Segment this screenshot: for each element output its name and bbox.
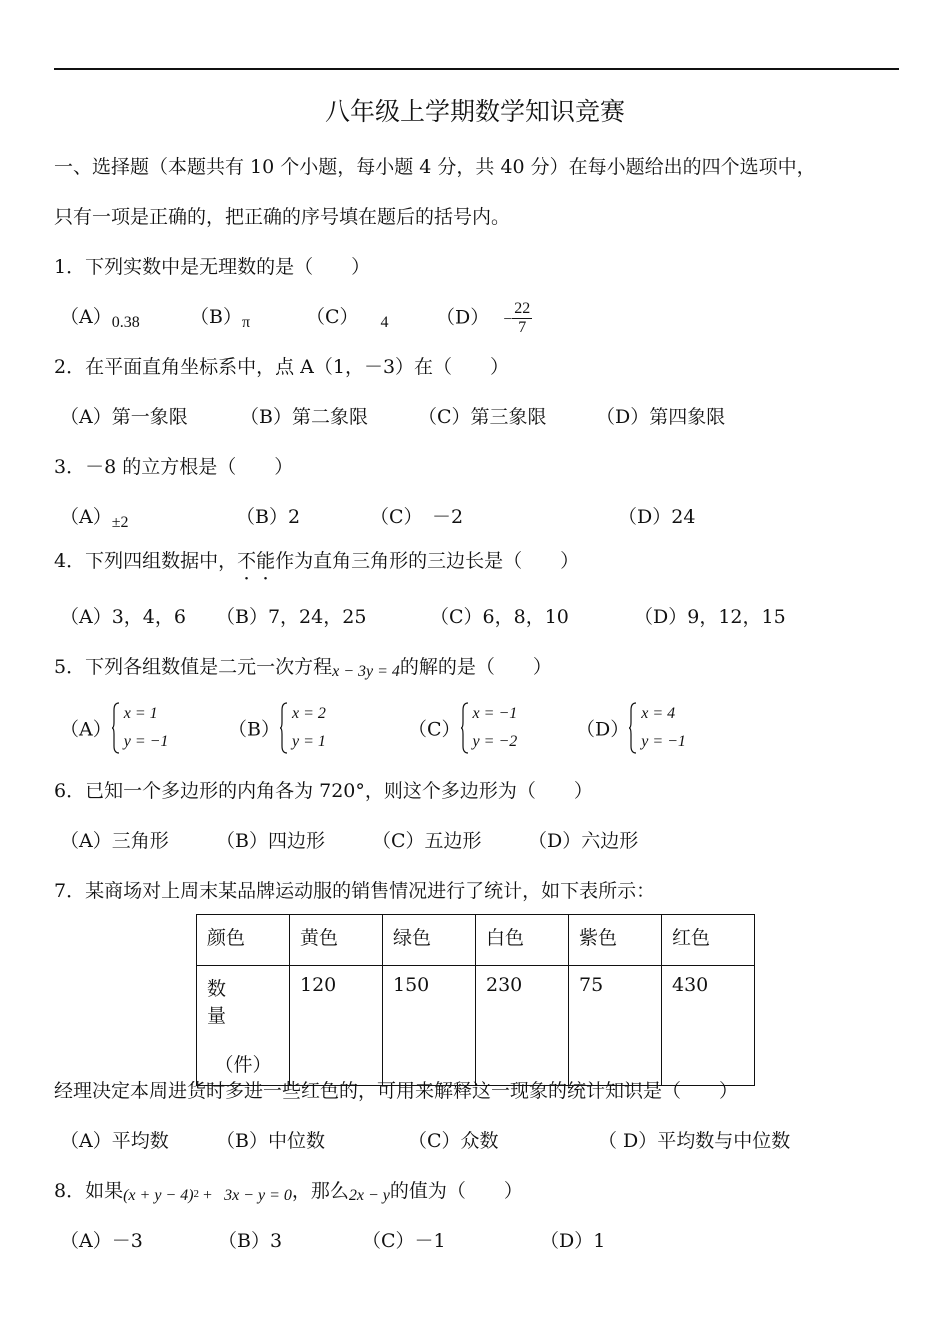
table-cell: 230 bbox=[476, 966, 569, 1086]
option-label: （B） bbox=[228, 718, 280, 741]
question-3-option-d: （D）24 bbox=[618, 506, 696, 528]
emphasis-text: 不 bbox=[237, 550, 257, 572]
question-7-followup: 经理决定本周进货时多进一些红色的，可用来解释这一现象的统计知识是（ ） bbox=[54, 1080, 739, 1102]
question-2-stem: 2．在平面直角坐标系中，点 A（1，－3）在（ ） bbox=[54, 356, 510, 378]
table-header-cell: 红色 bbox=[662, 915, 755, 966]
question-4-option-a: （A）3，4，6 bbox=[60, 606, 186, 628]
question-2-option-d: （D）第四象限 bbox=[596, 406, 726, 428]
option-label: （B） bbox=[190, 306, 242, 328]
brace-icon bbox=[280, 702, 288, 754]
stem-text: 8．如果 bbox=[54, 1180, 124, 1202]
table-header-cell: 紫色 bbox=[569, 915, 662, 966]
system-row: y = −1 bbox=[123, 733, 169, 750]
equation-system bbox=[112, 700, 169, 756]
option-label: （A） bbox=[60, 506, 112, 528]
option-value: 4 bbox=[380, 314, 389, 331]
fraction-denominator: 7 bbox=[518, 319, 527, 336]
system-row: x = 1 bbox=[123, 705, 158, 722]
question-7-stem: 7．某商场对上周末某品牌运动服的销售情况进行了统计，如下表所示： bbox=[54, 880, 656, 902]
question-8-option-c: （C）－1 bbox=[362, 1230, 446, 1252]
option-label: （D） bbox=[576, 718, 630, 741]
option-value: ±2 bbox=[111, 514, 129, 531]
brace-icon bbox=[112, 702, 120, 754]
question-7-option-b: （B）中位数 bbox=[216, 1130, 325, 1152]
question-5-option-c bbox=[408, 700, 517, 756]
question-1-option-c bbox=[306, 302, 389, 329]
question-7-option-c: （C）众数 bbox=[408, 1130, 499, 1152]
question-4-option-b: （B）7，24，25 bbox=[216, 606, 367, 628]
equation-system bbox=[280, 700, 326, 756]
question-7-option-d: （ D）平均数与中位数 bbox=[598, 1130, 791, 1152]
question-1-option-d bbox=[436, 300, 532, 337]
question-3-option-a bbox=[60, 502, 129, 529]
table-header-cell: 颜色 bbox=[197, 915, 290, 966]
exponent: 2 bbox=[193, 1188, 200, 1200]
question-2-option-c: （C）第三象限 bbox=[418, 406, 547, 428]
expression: (x + y − 4) bbox=[123, 1187, 194, 1204]
question-4-stem bbox=[54, 546, 579, 573]
table-header-cell: 白色 bbox=[476, 915, 569, 966]
stem-text: 作为直角三角形的三边长是（ ） bbox=[275, 550, 580, 572]
question-7-option-a: （A）平均数 bbox=[60, 1130, 169, 1152]
question-6-option-d: （D）六边形 bbox=[528, 830, 639, 852]
question-4-option-d: （D）9，12，15 bbox=[634, 606, 786, 628]
expression: 3x − y = 0 bbox=[224, 1187, 292, 1204]
stem-text: 的值为（ ） bbox=[389, 1180, 523, 1202]
option-sign: − bbox=[503, 310, 513, 328]
question-8-stem bbox=[54, 1176, 523, 1203]
row-label-line: 数 量 bbox=[207, 978, 265, 1027]
system-row: y = 1 bbox=[291, 733, 326, 750]
system-row: y = −1 bbox=[641, 733, 686, 750]
question-3-option-c: （C） －2 bbox=[370, 506, 464, 528]
question-6-option-b: （B）四边形 bbox=[216, 830, 325, 852]
question-6-stem: 6．已知一个多边形的内角各为 720°，则这个多边形为（ ） bbox=[54, 780, 593, 802]
system-row: x = 4 bbox=[641, 705, 676, 722]
question-5-option-d bbox=[576, 700, 686, 756]
question-6-option-c: （C）五边形 bbox=[372, 830, 482, 852]
sales-table bbox=[196, 914, 755, 1086]
fraction-numerator: 22 bbox=[514, 300, 531, 317]
table-header-row bbox=[197, 915, 755, 966]
table-cell: 120 bbox=[290, 966, 383, 1086]
question-1-option-a bbox=[60, 302, 140, 329]
stem-text: ，那么 bbox=[291, 1180, 349, 1202]
question-5-option-b bbox=[228, 700, 326, 756]
emphasis-text: 能 bbox=[256, 550, 276, 572]
equation-system bbox=[629, 700, 686, 756]
equation-system bbox=[461, 700, 518, 756]
page-title: 八年级上学期数学知识竞赛 bbox=[324, 97, 625, 126]
question-4-option-c: （C）6，8，10 bbox=[430, 606, 569, 628]
option-label: （C） bbox=[408, 718, 461, 741]
table-header-cell: 绿色 bbox=[383, 915, 476, 966]
row-label-line: （件） bbox=[214, 1054, 272, 1076]
option-label: （A） bbox=[60, 718, 112, 741]
table-cell: 150 bbox=[383, 966, 476, 1086]
question-8-option-d: （D）1 bbox=[540, 1230, 606, 1252]
question-1-stem: 1．下列实数中是无理数的是（ ） bbox=[54, 256, 371, 278]
system-row: x = 2 bbox=[291, 705, 326, 722]
plus-sign: + bbox=[199, 1187, 217, 1204]
section-instructions-line1: 一、选择题（本题共有 10 个小题，每小题 4 分，共 40 分）在每小题给出的四个选项中， bbox=[54, 156, 816, 178]
question-8-option-a: （A）－3 bbox=[60, 1230, 143, 1252]
question-5-stem bbox=[54, 652, 552, 679]
brace-icon bbox=[461, 702, 469, 754]
question-1-option-b bbox=[190, 302, 250, 329]
table-header-cell: 黄色 bbox=[290, 915, 383, 966]
question-8-option-b: （B）3 bbox=[218, 1230, 283, 1252]
table-row bbox=[197, 966, 755, 1086]
question-3-stem: 3．－8 的立方根是（ ） bbox=[54, 456, 294, 478]
top-rule bbox=[54, 68, 899, 70]
table-cell: 430 bbox=[662, 966, 755, 1086]
stem-text: 4．下列四组数据中， bbox=[54, 550, 238, 572]
stem-text: 的解的是（ ） bbox=[399, 656, 552, 678]
table-row-label bbox=[197, 966, 290, 1086]
option-label: （A） bbox=[60, 306, 112, 328]
section-instructions-line2: 只有一项是正确的，把正确的序号填在题后的括号内。 bbox=[54, 206, 511, 228]
table-cell: 75 bbox=[569, 966, 662, 1086]
question-5-option-a bbox=[60, 700, 168, 756]
option-label: （D） bbox=[436, 306, 490, 329]
equation: x − 3y = 4 bbox=[332, 663, 400, 680]
system-row: x = −1 bbox=[472, 705, 518, 722]
option-value: 0.38 bbox=[111, 314, 140, 331]
question-6-option-a: （A）三角形 bbox=[60, 830, 169, 852]
system-row: y = −2 bbox=[472, 733, 518, 750]
option-value: π bbox=[241, 314, 251, 331]
option-label: （C） bbox=[306, 306, 359, 328]
question-2-option-b: （B）第二象限 bbox=[240, 406, 368, 428]
stem-text: 5．下列各组数值是二元一次方程 bbox=[54, 656, 333, 678]
expression: 2x − y bbox=[348, 1187, 390, 1204]
question-2-option-a: （A）第一象限 bbox=[60, 406, 188, 428]
brace-icon bbox=[629, 702, 637, 754]
question-3-option-b: （B）2 bbox=[236, 506, 301, 528]
fraction bbox=[512, 300, 532, 337]
